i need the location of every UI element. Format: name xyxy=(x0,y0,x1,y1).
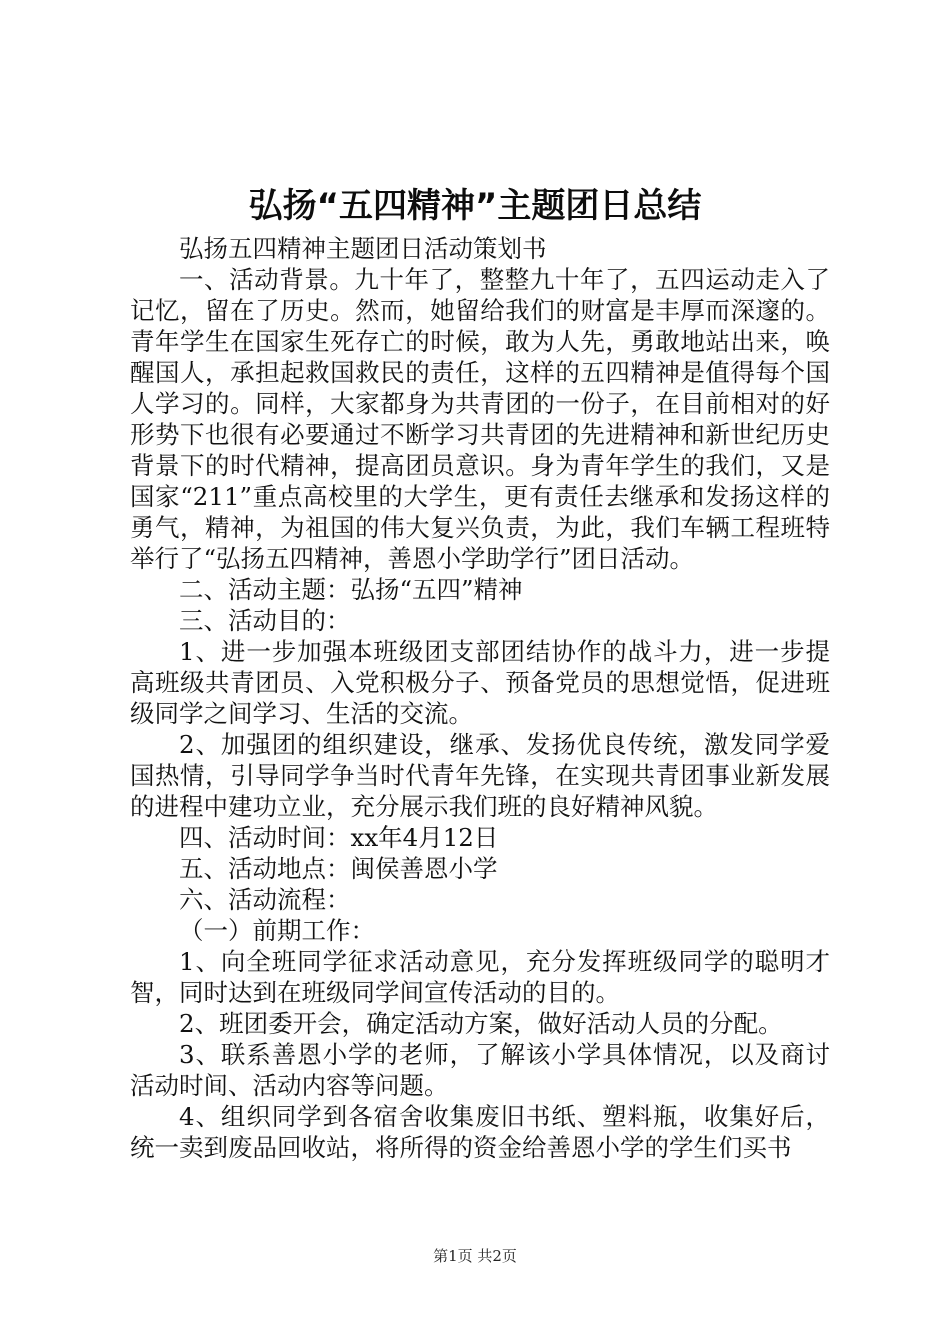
paragraph-purpose-heading: 三、活动目的： xyxy=(179,606,351,635)
paragraph-prep-3: 3、联系善恩小学的老师，了解该小学具体情况，以及商讨活动时间、活动内容等问题。 xyxy=(130,1040,830,1100)
document-title: 弘扬“五四精神”主题团日总结 xyxy=(248,186,702,226)
document-body xyxy=(130,233,830,1163)
paragraph-prep-1: 1、向全班同学征求活动意见，充分发挥班级同学的聪明才智，同时达到在班级同学间宣传活动的目的。 xyxy=(130,947,830,1007)
page-footer: 第1页 共2页 xyxy=(433,1247,517,1265)
paragraph-purpose-1: 1、进一步加强本班级团支部团结协作的战斗力，进一步提高班级共青团员、入党积极分子、预备党员的思想觉悟，促进班级同学之间学习、生活的交流。 xyxy=(130,637,830,728)
paragraph-prep-2: 2、班团委开会，确定活动方案，做好活动人员的分配。 xyxy=(179,1009,783,1038)
paragraph-purpose-2: 2、加强团的组织建设，继承、发扬优良传统，激发同学爱国热情，引导同学争当时代青年先锋，在实现共青团事业新发展的进程中建功立业，充分展示我们班的良好精神风貌。 xyxy=(130,730,830,821)
paragraph-time: 四、活动时间：xx年4月12日 xyxy=(179,823,499,852)
paragraph-location: 五、活动地点：闽侯善恩小学 xyxy=(179,854,498,883)
paragraph-subtitle: 弘扬五四精神主题团日活动策划书 xyxy=(179,234,547,263)
paragraph-theme: 二、活动主题：弘扬“五四”精神 xyxy=(179,575,523,604)
paragraph-background: 一、活动背景。九十年了，整整九十年了，五四运动走入了记忆，留在了历史。然而，她留给我们的财富是丰厚而深邃的。青年学生在国家生死存亡的时候，敢为人先，勇敢地站出来，唤醒国人，承担起救国救民的责任，这样的五四精神是值得每个国人学习的。同样，大家都身为共青团的一份子，在目前相对的好形势下也很有必要通过不断学习共青团的先进精神和新世纪历史背景下的时代精神，提高团员意识。身为青年学生的我们，又是国家“211”重点高校里的大学生，更有责任去继承和发扬这样的勇气，精神，为祖国的伟大复兴负责，为此，我们车辆工程班特举行了“弘扬五四精神，善恩小学助学行”团日活动。 xyxy=(130,265,830,573)
paragraph-process-heading: 六、活动流程： xyxy=(179,885,351,914)
paragraph-prep-4: 4、组织同学到各宿舍收集废旧书纸、塑料瓶，收集好后，统一卖到废品回收站，将所得的资金给善恩小学的学生们买书 xyxy=(130,1102,830,1162)
paragraph-preparation-heading: （一）前期工作： xyxy=(179,916,375,945)
